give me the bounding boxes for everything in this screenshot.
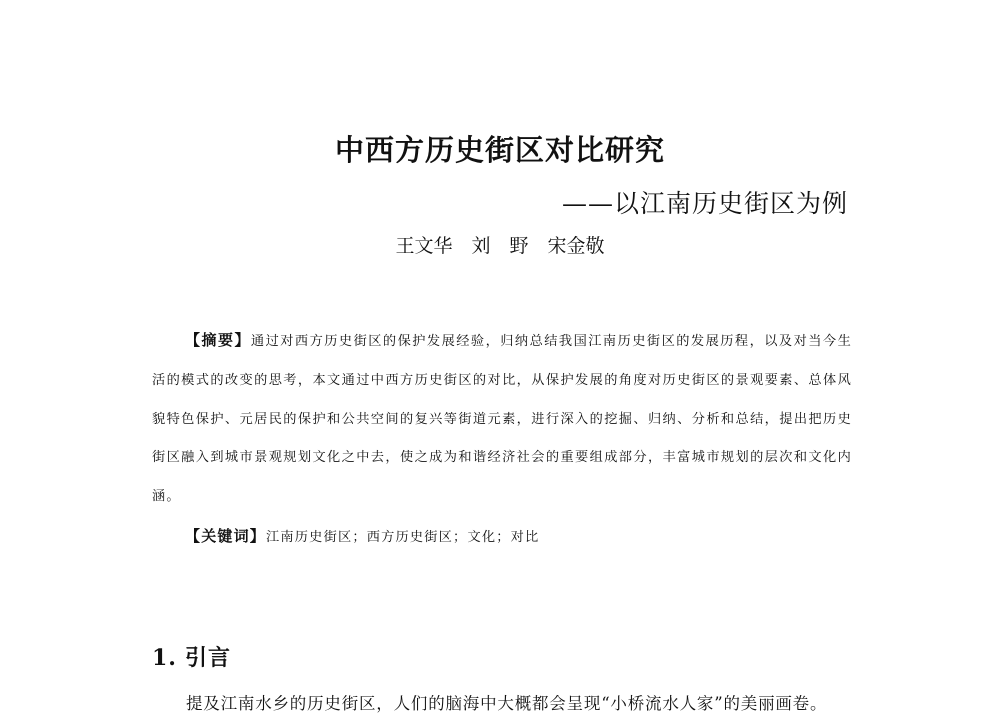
section-heading bbox=[152, 641, 231, 672]
keywords-paragraph bbox=[185, 517, 539, 557]
keywords-label: 【关键词】 bbox=[185, 527, 267, 545]
paper-authors: 王文华 刘 野 宋金敬 bbox=[395, 235, 605, 257]
body-paragraph-line: 提及江南水乡的历史街区，人们的脑海中大概都会呈现“小桥流水人家”的美丽画卷。 bbox=[186, 694, 828, 713]
section-title: 引言 bbox=[184, 645, 231, 671]
paper-subtitle: ——以江南历史街区为例 bbox=[561, 189, 848, 218]
section-number: 1. bbox=[152, 645, 177, 671]
paper-title: 中西方历史街区对比研究 bbox=[334, 133, 665, 167]
abstract-paragraph bbox=[152, 321, 852, 517]
abstract-text: 通过对西方历史街区的保护发展经验，归纳总结我国江南历史街区的发展历程，以及对当今生活的模式的改变的思考，本文通过中西方历史街区的对比，从保护发展的角度对历史街区的景观要素、总体风貌特色保护、元居民的保护和公共空间的复兴等街道元素，进行深入的挖掘、归纳、分析和总结，提出把历史街区融入到城市景观规划文化之中去，使之成为和谐经济社会的重要组成部分，丰富城市规划的层次和文化内涵。 bbox=[152, 334, 852, 505]
keywords-text: 江南历史街区；西方历史街区；文化；对比 bbox=[266, 530, 540, 545]
abstract-label: 【摘要】 bbox=[185, 331, 251, 349]
